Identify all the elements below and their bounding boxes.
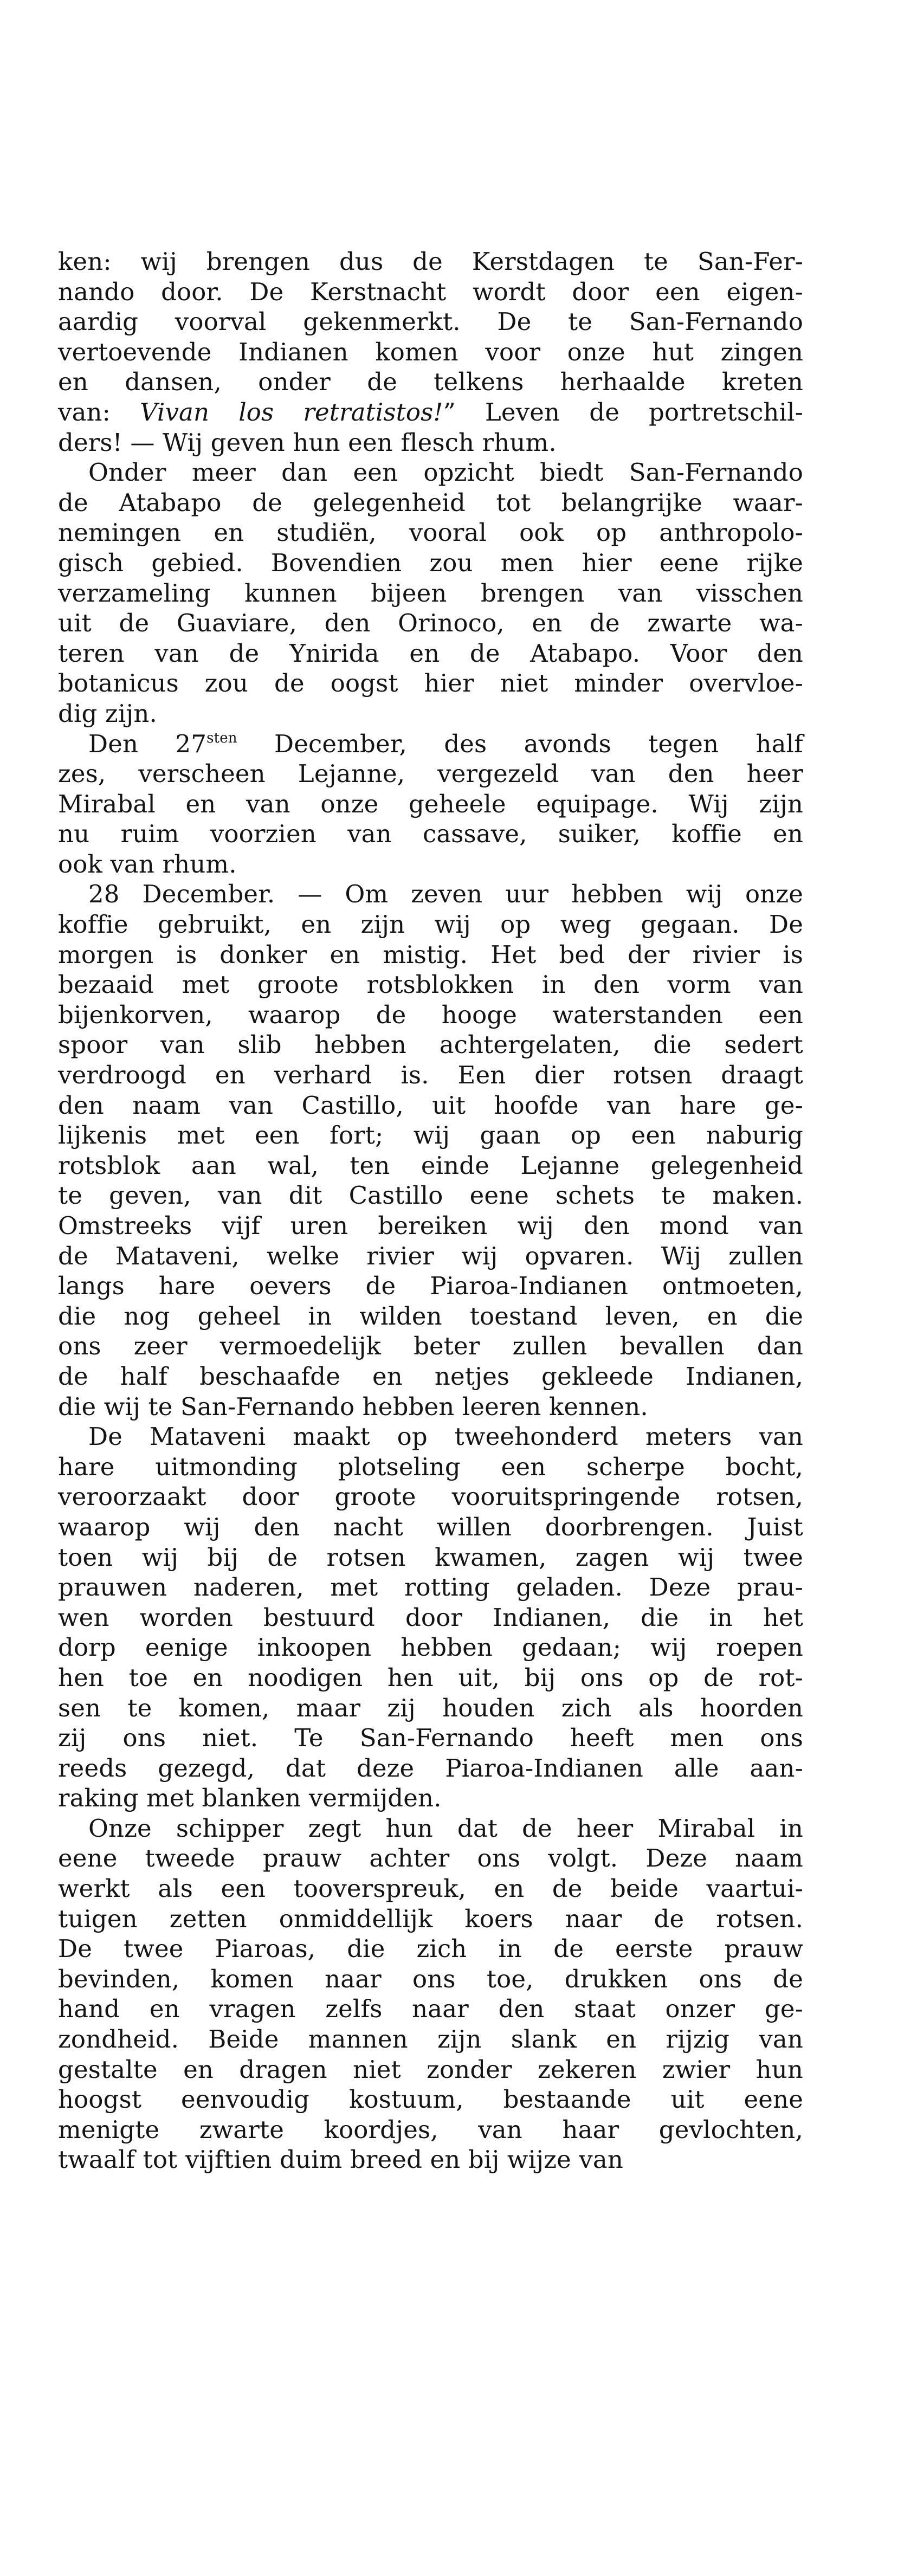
paragraph — [58, 729, 803, 880]
text-line: lijkenis met een fort; wij gaan op een naburig — [58, 1121, 803, 1150]
paragraph — [58, 879, 803, 1422]
text-line: verdroogd en verhard is. Een dier rotsen draagt — [58, 1061, 803, 1090]
text-column — [58, 247, 803, 2175]
text-line: toen wij bij de rotsen kwamen, zagen wij twee — [58, 1542, 803, 1572]
text-line: wen worden bestuurd door Indianen, die in het — [58, 1603, 803, 1632]
text-line: Mirabal en van onze geheele equipage. Wij zijn — [58, 789, 803, 818]
text-line: aardig voorval gekenmerkt. De te San-Fernando — [58, 307, 803, 337]
text-line: hand en vragen zelfs naar den staat onzer ge- — [58, 1994, 803, 2024]
text-line: morgen is donker en mistig. Het bed der rivier is — [58, 940, 803, 969]
text-line: de Atabapo de gelegenheid tot belangrijke waar- — [58, 488, 803, 517]
text-line: gestalte en dragen niet zonder zekeren zwier hun — [58, 2055, 803, 2084]
text-run: ” Leven de portretschil- — [443, 397, 803, 427]
text-line: langs hare oevers de Piaroa-Indianen ontmoeten, — [58, 1271, 803, 1301]
text-line: dig zijn. — [58, 699, 157, 728]
text-line: menigte zwarte koordjes, van haar gevlochten, — [58, 2115, 803, 2144]
text-line: De twee Piaroas, die zich in de eerste prauw — [58, 1934, 803, 1964]
text-line: dorp eenige inkoopen hebben gedaan; wij roepen — [58, 1633, 803, 1662]
paragraph — [58, 247, 803, 457]
text-line: sen te komen, maar zij houden zich als hoorden — [58, 1693, 803, 1722]
text-line: 28 December. — Om zeven uur hebben wij onze — [88, 880, 803, 909]
text-line: zondheid. Beide mannen zijn slank en rijzig van — [58, 2025, 803, 2054]
text-line: de half beschaafde en netjes gekleede Indianen, — [58, 1361, 803, 1391]
text-run: December, des avonds tegen half — [237, 729, 803, 758]
text-line: die wij te San-Fernando hebben leeren kennen. — [58, 1392, 648, 1421]
text-line: waarop wij den nacht willen doorbrengen. Juist — [58, 1512, 803, 1541]
paragraph — [58, 457, 803, 728]
text-line: zes, verscheen Lejanne, vergezeld van den heer — [58, 759, 803, 789]
text-line: den naam van Castillo, uit hoofde van hare ge- — [58, 1090, 803, 1120]
text-line: hare uitmonding plotseling een scherpe bocht, — [58, 1452, 803, 1481]
text-line: gisch gebied. Bovendien zou men hier eene rijke — [58, 548, 803, 577]
text-line: hen toe en noodigen hen uit, bij ons op de rot- — [58, 1663, 803, 1692]
text-line: De Mataveni maakt op tweehonderd meters van — [88, 1422, 803, 1451]
text-line: rotsblok aan wal, ten einde Lejanne gelegenheid — [58, 1151, 803, 1180]
text-line: die nog geheel in wilden toestand leven, en die — [58, 1301, 803, 1331]
text-line: bijenkorven, waarop de hooge waterstanden een — [58, 1000, 803, 1029]
text-line: Onder meer dan een opzicht biedt San-Fernando — [88, 458, 803, 487]
paragraph — [58, 1813, 803, 2175]
ordinal-superscript: sten — [206, 729, 237, 746]
paragraph — [58, 1422, 803, 1813]
text-line: hoogst eenvoudig kostuum, bestaande uit eene — [58, 2085, 803, 2114]
text-line: bevinden, komen naar ons toe, drukken ons de — [58, 1964, 803, 1993]
text-line: prauwen naderen, met rotting geladen. Deze prau- — [58, 1573, 803, 1602]
text-line: teren van de Ynirida en de Atabapo. Voor den — [58, 638, 803, 668]
text-line: spoor van slib hebben achtergelaten, die sedert — [58, 1030, 803, 1060]
text-line: ook van rhum. — [58, 849, 237, 879]
text-line: uit de Guaviare, den Orinoco, en de zwarte wa- — [58, 609, 803, 638]
text-line: zij ons niet. Te San-Fernando heeft men ons — [58, 1723, 803, 1753]
text-line: te geven, van dit Castillo eene schets te maken. — [58, 1181, 803, 1210]
text-run: Den 27 — [88, 729, 207, 758]
text-line: koffie gebruikt, en zijn wij op weg gegaan. De — [58, 910, 803, 939]
text-line: nemingen en studiën, vooral ook op anthropolo- — [58, 518, 803, 547]
text-line: reeds gezegd, dat deze Piaroa-Indianen alle aan- — [58, 1753, 803, 1783]
text-line: de Mataveni, welke rivier wij opvaren. Wij zullen — [58, 1241, 803, 1270]
text-line: ders! — Wij geven hun een flesch rhum. — [58, 428, 557, 457]
text-line: Omstreeks vijf uren bereiken wij den mond van — [58, 1211, 803, 1240]
text-line: nando door. De Kerstnacht wordt door een eigen- — [58, 277, 803, 306]
text-line: eene tweede prauw achter ons volgt. Deze naam — [58, 1844, 803, 1873]
text-line: verzameling kunnen bijeen brengen van visschen — [58, 578, 803, 608]
text-line: ons zeer vermoedelijk beter zullen bevallen dan — [58, 1332, 803, 1361]
text-line: werkt als een tooverspreuk, en de beide vaartui- — [58, 1874, 803, 1903]
text-line: vertoevende Indianen komen voor onze hut zingen — [58, 337, 803, 366]
text-line — [58, 729, 803, 759]
text-line: veroorzaakt door groote vooruitspringende rotsen, — [58, 1482, 803, 1512]
text-line: ken: wij brengen dus de Kerstdagen te San-Fer- — [58, 247, 803, 276]
text-line — [58, 397, 803, 428]
text-line: Onze schipper zegt hun dat de heer Mirabal in — [88, 1813, 803, 1843]
text-line: en dansen, onder de telkens herhaalde kreten — [58, 367, 803, 397]
text-line: botanicus zou de oogst hier niet minder overvloe- — [58, 669, 803, 698]
text-line: nu ruim voorzien van cassave, suiker, koffie en — [58, 819, 803, 849]
text-run: van: — [58, 397, 140, 427]
text-line: tuigen zetten onmiddellijk koers naar de rotsen. — [58, 1904, 803, 1933]
italic-phrase: Vivan los retratistos! — [140, 397, 443, 427]
text-line: raking met blanken vermijden. — [58, 1784, 442, 1813]
text-line: twaalf tot vijftien duim breed en bij wijze van — [58, 2145, 623, 2174]
text-line: bezaaid met groote rotsblokken in den vorm van — [58, 970, 803, 999]
